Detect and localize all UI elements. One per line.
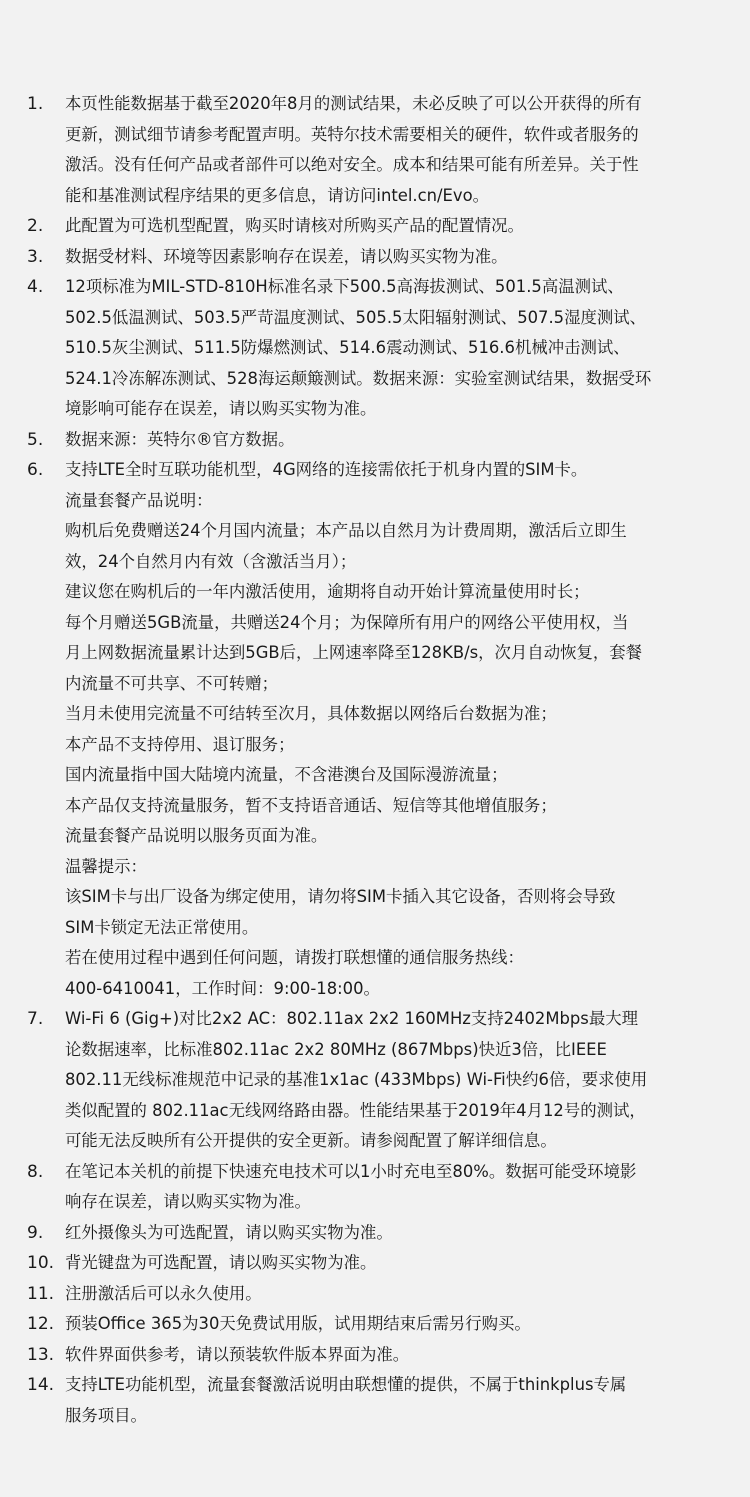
footnote-line: 服务项目。	[65, 1405, 147, 1425]
footnote-item	[0, 242, 750, 273]
footnote-line: 当月未使用完流量不可结转至次月，具体数据以网络后台数据为准；	[65, 704, 557, 723]
footnote-item	[0, 211, 750, 242]
footnote-item	[0, 425, 750, 456]
footnote-line: Wi-Fi 6 (Gig+)对比2x2 AC：802.11ax 2x2 160MHz支持2402Mbps最大理	[65, 1009, 639, 1028]
footnote-line: 红外摄像头为可选配置，请以购买实物为准。	[65, 1222, 393, 1242]
footnote-number: 6.	[27, 460, 44, 480]
footnote-line: 此配置为可选机型配置，购买时请核对所购买产品的配置情况。	[65, 216, 524, 235]
footnote-number: 5.	[27, 429, 44, 450]
footnote-line: 预装Office 365为30天免费试用版，试用期结束后需另行购买。	[65, 1314, 531, 1333]
footnote-number: 9.	[27, 1222, 44, 1243]
footnote-line: 在笔记本关机的前提下快速充电技术可以1小时充电至80%。数据可能受环境影	[65, 1161, 637, 1181]
footnote-text	[65, 1004, 715, 1157]
footnote-line: 响存在误差，请以购买实物为准。	[65, 1192, 311, 1211]
footnote-item	[0, 1157, 750, 1218]
footnote-line: 温馨提示：	[65, 856, 147, 876]
footnote-line: 支持LTE全时互联功能机型，4G网络的连接需依托于机身内置的SIM卡。	[65, 460, 588, 479]
footnote-line: 本页性能数据基于截至2020年8月的测试结果，未必反映了可以公开获得的所有	[65, 94, 642, 113]
footnote-number: 4.	[27, 277, 44, 297]
footnote-number: 10.	[27, 1253, 55, 1273]
footnote-line: SIM卡锁定无法正常使用。	[65, 917, 259, 937]
footnote-number: 11.	[27, 1283, 55, 1304]
footnote-line: 可能无法反映所有公开提供的安全更新。请参阅配置了解详细信息。	[65, 1131, 557, 1150]
footnote-line: 支持LTE功能机型，流量套餐激活说明由联想懂的提供，不属于thinkplus专属	[65, 1375, 627, 1394]
footnote-text	[65, 1340, 715, 1371]
footnote-text	[65, 1218, 715, 1249]
footnote-line: 502.5低温测试、503.5严苛温度测试、505.5太阳辐射测试、507.5湿度测试、	[65, 307, 647, 327]
footnote-line: 注册激活后可以永久使用。	[65, 1283, 262, 1303]
footnote-number: 2.	[27, 216, 44, 236]
footnote-item	[0, 1248, 750, 1279]
footnote-line: 论数据速率，比标准802.11ac 2x2 80MHz (867Mbps)快近3倍，比IEEE	[65, 1039, 607, 1059]
footnote-line: 510.5灰尘测试、511.5防爆燃测试、514.6震动测试、516.6机械冲击测试、	[65, 338, 630, 357]
footnote-text	[65, 1157, 715, 1218]
footnote-line: 激活。没有任何产品或者部件可以绝对安全。成本和结果可能有所差异。关于性	[65, 155, 639, 174]
footnote-item	[0, 1309, 750, 1340]
footnote-item	[0, 272, 750, 425]
footnote-line: 本产品仅支持流量服务，暂不支持语音通话、短信等其他增值服务；	[65, 795, 557, 815]
footnote-line: 背光键盘为可选配置，请以购买实物为准。	[65, 1253, 377, 1272]
footnote-line: 400-6410041，工作时间：9:00-18:00。	[65, 978, 380, 998]
footnote-line: 12项标准为MIL-STD-810H标准名录下500.5高海拔测试、501.5高温测试、	[65, 277, 624, 296]
footnote-item	[0, 89, 750, 211]
footnote-text	[65, 242, 715, 273]
footnote-line: 524.1冷冻解冻测试、528海运颠簸测试。数据来源：实验室测试结果，数据受环	[65, 368, 652, 388]
footnote-line: 软件界面供参考，请以预装软件版本界面为准。	[65, 1344, 410, 1364]
footnote-line: 建议您在购机后的一年内激活使用，逾期将自动开始计算流量使用时长；	[65, 582, 590, 601]
footnote-text	[65, 1309, 715, 1340]
footnote-item	[0, 1279, 750, 1310]
footnote-text	[65, 425, 715, 456]
footnote-line: 数据受材料、环境等因素影响存在误差，请以购买实物为准。	[65, 246, 508, 266]
footnote-line: 数据来源：英特尔®官方数据。	[65, 429, 295, 449]
footnote-line: 802.11无线标准规范中记录的基准1x1ac (433Mbps) Wi-Fi快约6倍，要求使用	[65, 1070, 648, 1089]
footnote-text	[65, 211, 715, 242]
footnote-number: 14.	[27, 1375, 55, 1395]
footnote-line: 流量套餐产品说明以服务页面为准。	[65, 826, 328, 845]
footnote-line: 每个月赠送5GB流量，共赠送24个月；为保障所有用户的网络公平使用权，当	[65, 612, 629, 632]
footnote-text	[65, 89, 715, 211]
footnote-text	[65, 272, 715, 425]
footnote-item	[0, 455, 750, 1004]
footnote-number: 12.	[27, 1314, 55, 1334]
footnote-line: 若在使用过程中遇到任何问题，请拨打联想懂的通信服务热线：	[65, 948, 524, 967]
footnote-line: 购机后免费赠送24个月国内流量；本产品以自然月为计费周期，激活后立即生	[65, 521, 627, 540]
footnote-item	[0, 1370, 750, 1431]
footnote-line: 月上网数据流量累计达到5GB后，上网速率降至128KB/s，次月自动恢复，套餐	[65, 643, 643, 662]
footnote-text	[65, 1248, 715, 1279]
footnote-number: 13.	[27, 1344, 55, 1365]
footnote-line: 内流量不可共享、不可转赠；	[65, 673, 279, 693]
footnote-number: 3.	[27, 246, 44, 267]
footnote-line: 流量套餐产品说明：	[65, 490, 213, 510]
footnote-line: 类似配置的 802.11ac无线网络路由器。性能结果基于2019年4月12号的测试，	[65, 1100, 646, 1120]
footnote-line: 能和基准测试程序结果的更多信息，请访问intel.cn/Evo。	[65, 185, 490, 205]
footnote-line: 该SIM卡与出厂设备为绑定使用，请勿将SIM卡插入其它设备，否则将会导致	[65, 887, 616, 906]
footnote-item	[0, 1004, 750, 1157]
footnote-number: 1.	[27, 94, 44, 114]
footnote-line: 境影响可能存在误差，请以购买实物为准。	[65, 399, 377, 418]
footnote-item	[0, 1218, 750, 1249]
footnote-text	[65, 1279, 715, 1310]
footnote-item	[0, 1340, 750, 1371]
footnote-text	[65, 455, 715, 1004]
footnote-line: 更新，测试细节请参考配置声明。英特尔技术需要相关的硬件，软件或者服务的	[65, 124, 639, 144]
footnote-line: 效，24个自然月内有效（含激活当月）；	[65, 551, 357, 571]
footnote-number: 8.	[27, 1161, 44, 1182]
footnote-line: 国内流量指中国大陆境内流量，不含港澳台及国际漫游流量；	[65, 765, 508, 784]
footnotes-list	[0, 89, 750, 1431]
footnote-number: 7.	[27, 1009, 44, 1029]
footnote-text	[65, 1370, 715, 1431]
footnote-line: 本产品不支持停用、退订服务；	[65, 734, 295, 754]
